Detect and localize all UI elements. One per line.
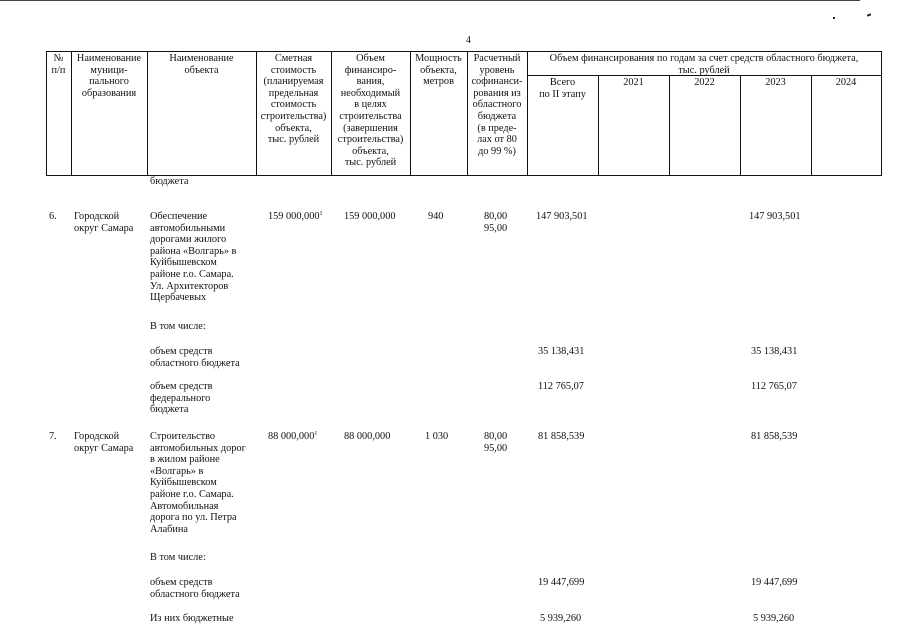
header-total: Всего по II этапу — [539, 77, 586, 100]
page-number: 4 — [466, 35, 471, 46]
carryover-text: бюджета — [150, 176, 189, 187]
row-municipality: Городской округ Самара — [74, 431, 134, 454]
header-financing-group: Объем финансирования по годам за счет средств областного бюджета, тыс. рублей — [549, 53, 859, 76]
row-estimated-cost: 159 000,000$^1$ — [268, 211, 323, 222]
header-financing-volume: Объем финансиро- вания, необходимый в целях строительства (завершения строительства) объекта, тыс. рублей — [337, 53, 404, 169]
top-border-line — [0, 0, 860, 1]
sub-row-total: 19 447,699 — [538, 577, 585, 588]
row-estimated-cost: 88 000,000$^1$ — [268, 431, 318, 442]
row-number: 6. — [49, 211, 57, 222]
header-object: Наименование объекта — [169, 53, 234, 76]
sub-row-2023: 112 765,07 — [751, 381, 797, 392]
sub-row-total: 5 939,260 — [540, 613, 582, 624]
header-year-2021: 2021 — [623, 77, 644, 88]
row-object: Строительство автомобильных дорог в жилом районе «Волгарь» в Куйбышевском районе г.о. Самара. Автомобильная дорога по ул. Петра Алабина — [150, 431, 246, 535]
col-divider — [740, 75, 741, 176]
header-top-rule — [46, 51, 882, 52]
footnote-mark: 1 — [319, 211, 323, 217]
header-year-2024: 2024 — [835, 77, 857, 88]
sub-row-label: объем средств областного бюджета — [150, 346, 240, 369]
row-total: 81 858,539 — [538, 431, 585, 442]
sub-row-label: объем средств федерального бюджета — [150, 381, 213, 416]
header-capacity: Мощность объекта, метров — [415, 53, 462, 88]
row-cofinancing-level: 80,00 95,00 — [484, 211, 508, 234]
sub-row-2023: 5 939,260 — [753, 613, 795, 624]
row-capacity: 1 030 — [425, 431, 449, 442]
sub-row-2023: 19 447,699 — [751, 577, 798, 588]
row-object: Обеспечение автомобильными дорогами жилого района «Волгарь» в Куйбышевском районе г.о. Самара. Ул. Архитекторов Щербачевых — [150, 211, 237, 304]
including-label: В том числе: — [150, 321, 206, 332]
col-divider — [669, 75, 670, 176]
row-2023: 81 858,539 — [751, 431, 798, 442]
col-divider — [811, 75, 812, 176]
col-divider — [881, 51, 882, 176]
header-num: № п/п — [51, 53, 66, 76]
row-total: 147 903,501 — [536, 211, 588, 222]
footnote-mark: 1 — [314, 431, 318, 437]
scan-speck — [833, 17, 835, 19]
including-label: В том числе: — [150, 552, 206, 563]
col-divider — [598, 75, 599, 176]
header-cofinancing-level: Расчетный уровень софинанси- рования из областного бюджета (в преде- лах от 80 до 99 %) — [471, 53, 523, 157]
row-capacity: 940 — [428, 211, 444, 222]
row-cofinancing-level: 80,00 95,00 — [484, 431, 508, 454]
header-estimated-cost: Сметная стоимость (планируемая предельная стоимость строительства) объекта, тыс. рублей — [260, 53, 327, 146]
row-financing-volume: 88 000,000 — [344, 431, 391, 442]
scan-speck — [867, 13, 871, 16]
sub-row-total: 112 765,07 — [538, 381, 584, 392]
header-year-2022: 2022 — [694, 77, 715, 88]
row-municipality: Городской округ Самара — [74, 211, 134, 234]
row-financing-volume: 159 000,000 — [344, 211, 396, 222]
header-municipality: Наименование муници- пального образования — [76, 53, 142, 99]
row-2023: 147 903,501 — [749, 211, 801, 222]
sub-row-total: 35 138,431 — [538, 346, 585, 357]
header-year-2023: 2023 — [765, 77, 786, 88]
row-number: 7. — [49, 431, 57, 442]
sub-row-label: Из них бюджетные — [150, 613, 234, 624]
sub-row-label: объем средств областного бюджета — [150, 577, 240, 600]
sub-row-2023: 35 138,431 — [751, 346, 798, 357]
